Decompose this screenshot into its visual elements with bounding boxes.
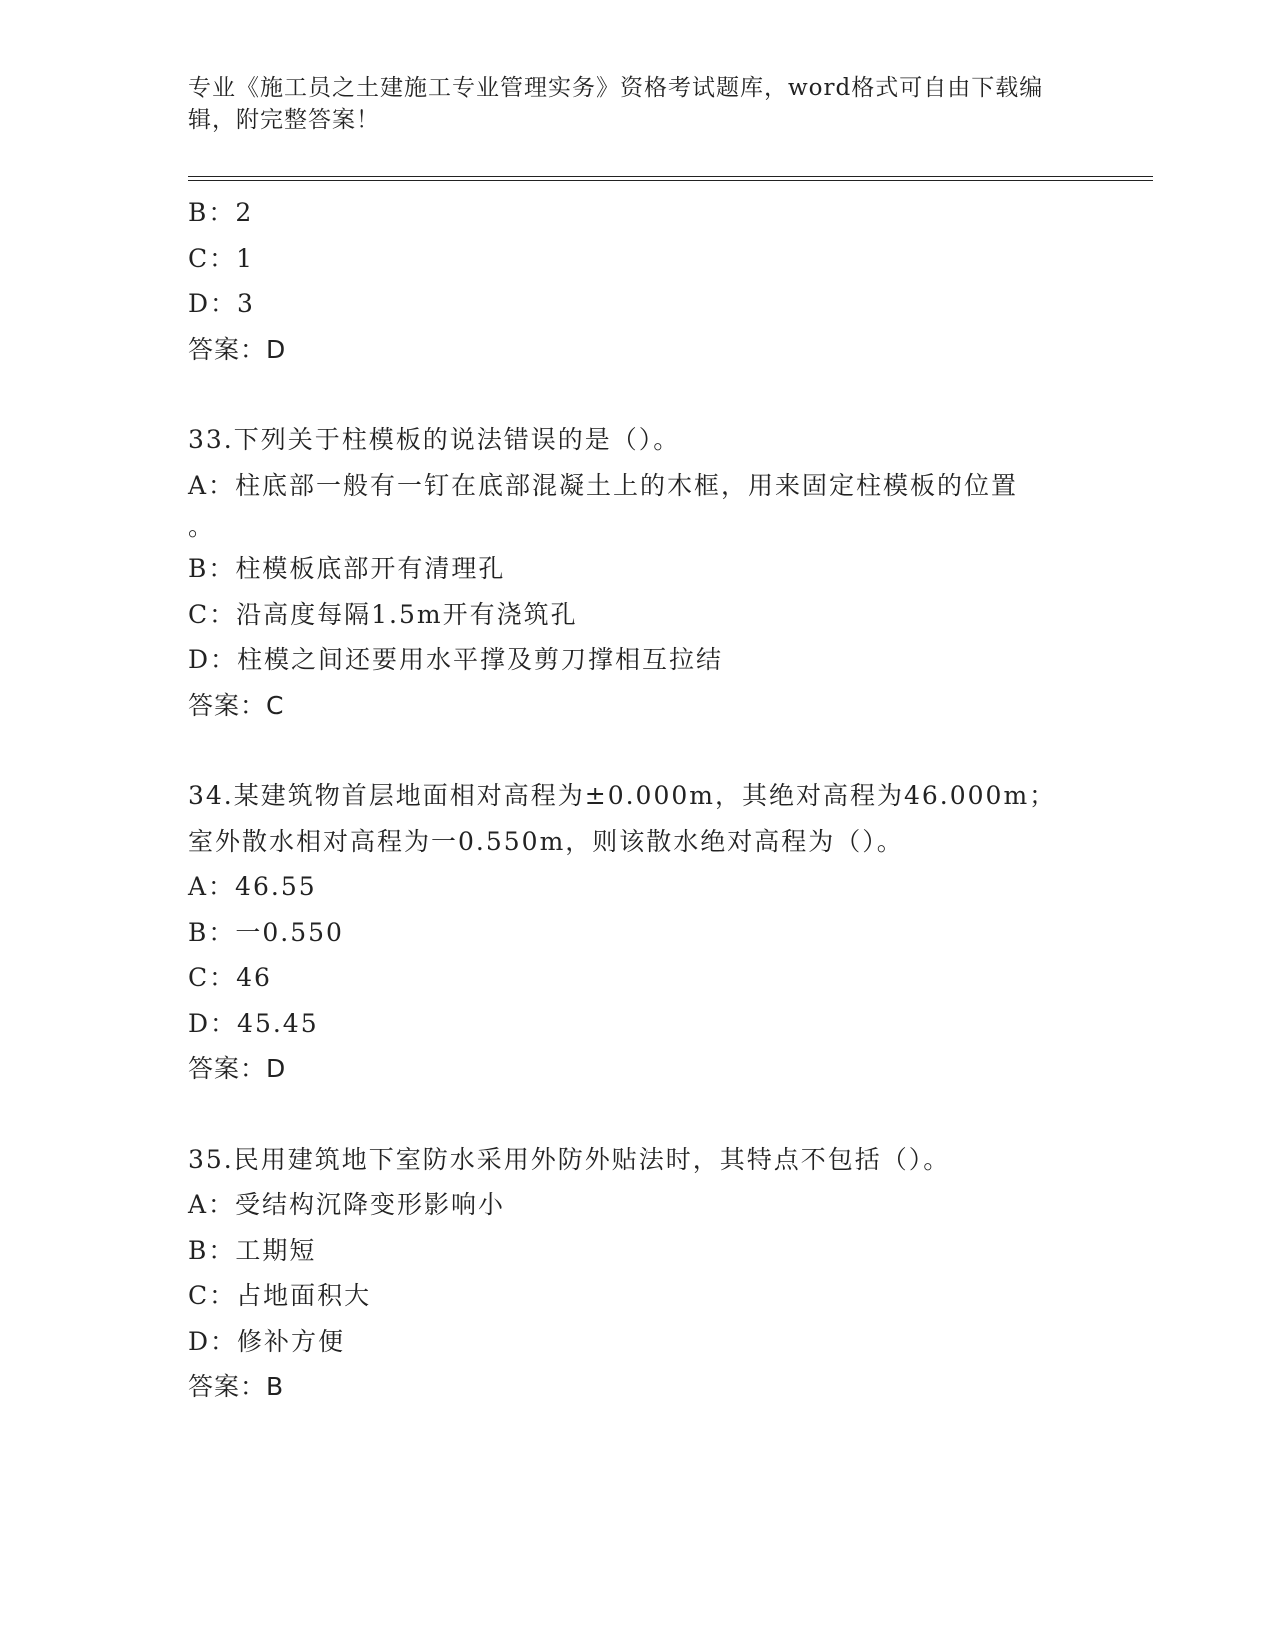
spacer (188, 1092, 1088, 1137)
option-a: A：受结构沉降变形影响小 (188, 1190, 506, 1219)
option-b: B：一0.550 (188, 917, 344, 947)
option-b: B：工期短 (188, 1235, 317, 1265)
answer-line: 答案：D (188, 1054, 287, 1083)
question-stem: 34.某建筑物首层地面相对高程为±0.000m，其绝对高程为46.000m； (188, 781, 1057, 810)
answer-line: 答案：B (188, 1372, 285, 1401)
question-stem: 35.民用建筑地下室防水采用外防外贴法时，其特点不包括（）。 (188, 1144, 951, 1174)
prev-question-block (188, 190, 1088, 372)
option-c: C：占地面积大 (188, 1281, 372, 1310)
option-d: D：修补方便 (188, 1326, 346, 1356)
question-content (188, 190, 1088, 1410)
spacer (188, 728, 1088, 773)
question-34 (188, 773, 1088, 1092)
question-35 (188, 1137, 1088, 1410)
option-c: C：1 (188, 243, 255, 273)
answer-line: 答案：C (188, 690, 285, 720)
question-33 (188, 417, 1088, 728)
question-stem: 33.下列关于柱模板的说法错误的是（）。 (188, 425, 681, 454)
answer-line: 答案：D (188, 334, 287, 364)
header-divider (188, 176, 1153, 181)
option-c: C：46 (188, 963, 272, 992)
option-a-continuation: 。 (188, 512, 216, 541)
option-d: D：45.45 (188, 1008, 319, 1038)
option-a: A：柱底部一般有一钉在底部混凝土上的木框，用来固定柱模板的位置 (188, 470, 1019, 500)
option-d: D：3 (188, 289, 255, 318)
spacer (188, 372, 1088, 417)
option-a: A：46.55 (188, 872, 317, 901)
option-d: D：柱模之间还要用水平撑及剪刀撑相互拉结 (188, 645, 724, 674)
option-b: B：柱模板底部开有清理孔 (188, 554, 506, 583)
question-stem-continuation: 室外散水相对高程为一0.550m，则该散水绝对高程为（）。 (188, 826, 904, 856)
option-c: C：沿高度每隔1.5m开有浇筑孔 (188, 599, 578, 629)
page-header: 专业《施工员之土建施工专业管理实务》资格考试题库，word格式可自由下载编辑，附完整答案！ (188, 75, 1044, 133)
option-b: B：2 (188, 198, 254, 227)
